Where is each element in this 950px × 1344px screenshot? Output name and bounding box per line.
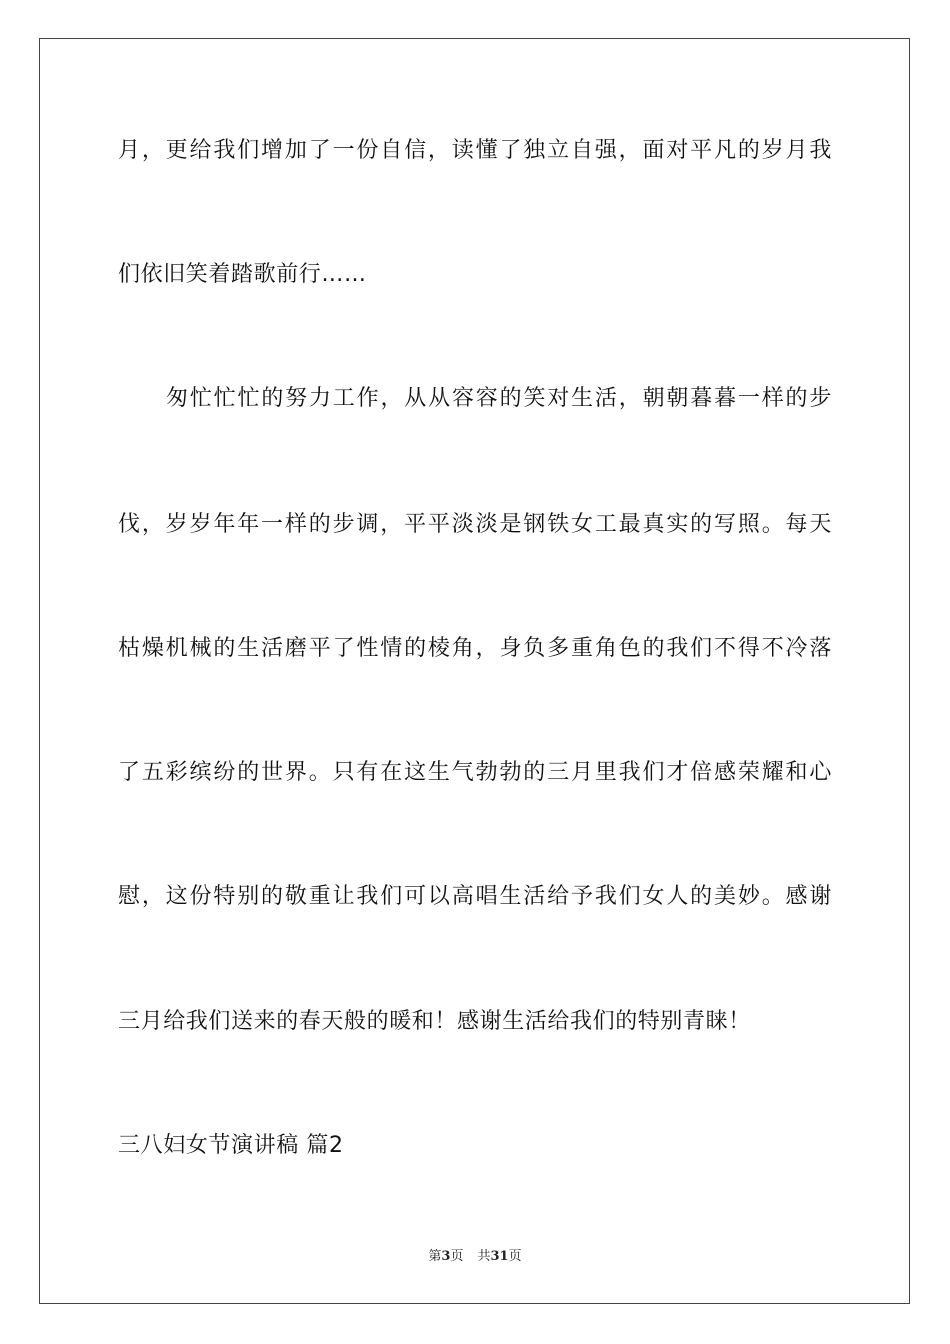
text-line-5: 枯燥机械的生活磨平了性情的棱角，身负多重角色的我们不得不冷落	[118, 636, 832, 661]
total-pages: 31	[490, 1249, 509, 1264]
text-line-3: 匆忙忙忙的努力工作，从从容容的笑对生活，朝朝暮暮一样的步	[166, 386, 832, 411]
text-line-2: 们依旧笑着踏歌前行……	[118, 262, 367, 287]
page-footer	[0, 1248, 950, 1266]
page-prefix: 第	[428, 1249, 442, 1264]
page-number: 3	[441, 1249, 451, 1264]
text-line-4: 伐，岁岁年年一样的步调，平平淡淡是钢铁女工最真实的写照。每天	[118, 512, 832, 537]
total-prefix: 共	[477, 1249, 491, 1264]
text-line-1: 月，更给我们增加了一份自信，读懂了独立自强，面对平凡的岁月我	[118, 138, 832, 163]
text-line-7: 慰，这份特别的敬重让我们可以高唱生活给予我们女人的美妙。感谢	[118, 884, 832, 909]
page-suffix: 页	[450, 1249, 464, 1264]
text-line-6: 了五彩缤纷的世界。只有在这生气勃勃的三月里我们才倍感荣耀和心	[118, 760, 832, 785]
text-line-8: 三月给我们送来的春天般的暖和！感谢生活给我们的特别青睐！	[118, 1009, 751, 1034]
section-heading: 三八妇女节演讲稿 篇2	[118, 1133, 344, 1158]
page-frame	[39, 38, 910, 1304]
total-suffix: 页	[508, 1249, 522, 1264]
